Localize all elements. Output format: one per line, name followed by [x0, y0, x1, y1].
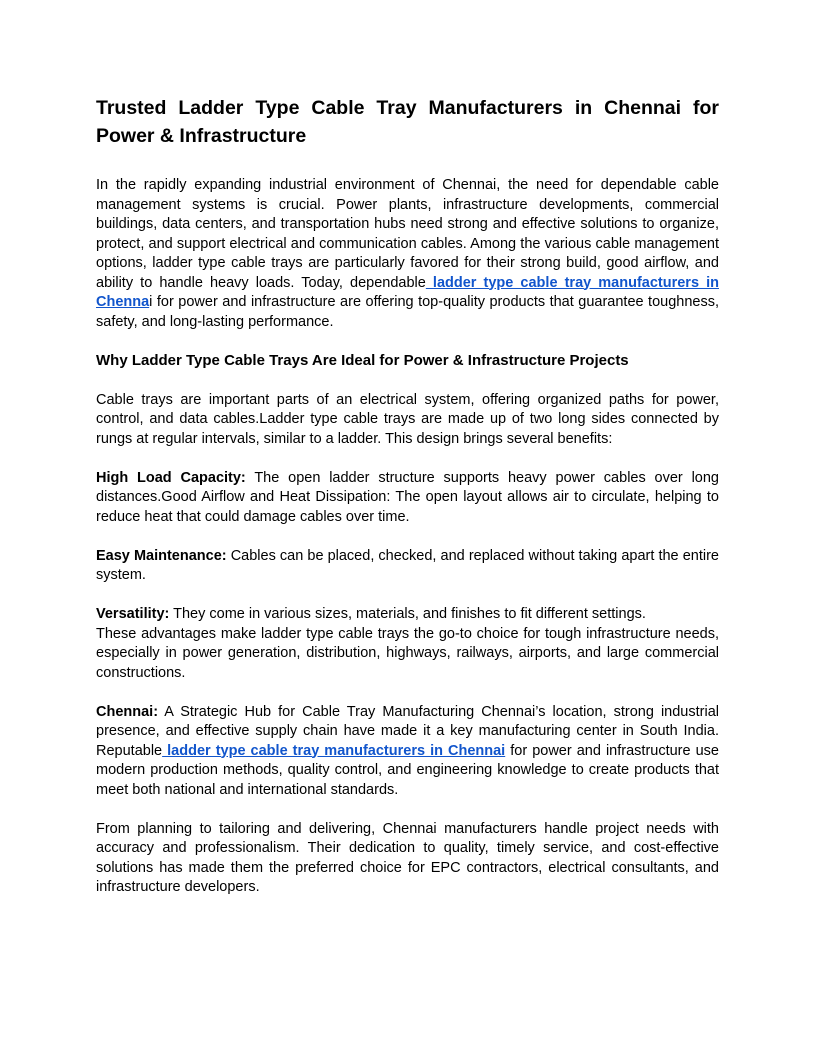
- section-intro-paragraph: Cable trays are important parts of an electrical system, offering organized paths for power, control, and data cables.Ladder type cable trays are made up of two long sides connected by rungs at regular intervals, similar to a ladder. This design brings several benefits:: [96, 391, 719, 447]
- benefit-maintenance-label: Easy Maintenance:: [96, 547, 227, 564]
- page-title: Trusted Ladder Type Cable Tray Manufacturers in Chennai for Power & Infrastructure: [96, 97, 719, 147]
- intro-paragraph: [96, 176, 719, 332]
- benefit-load-paragraph: [96, 469, 719, 528]
- chennai-text: A Strategic Hub for Cable Tray Manufacturing Chennai’s location, strong industrial presence, and effective supply chain have made it a key manufacturing center in South India. Reputable: [96, 703, 719, 759]
- advantages-paragraph: These advantages make ladder type cable trays the go-to choice for tough infrastructure needs, especially in power generation, distribution, highways, railways, airports, and large commercial constructions.: [96, 625, 719, 681]
- section-heading: Why Ladder Type Cable Trays Are Ideal for Power & Infrastructure Projects: [96, 352, 629, 369]
- chennai-manufacturers-link[interactable]: ladder type cable tray manufacturers in Chennai: [162, 742, 506, 759]
- intro-text-end: i for power and infrastructure are offering top-quality products that guarantee toughness, safety, and long-lasting performance.: [96, 294, 719, 330]
- benefit-maintenance-paragraph: [96, 547, 719, 586]
- chennai-text-end: for power and infrastructure use modern production methods, quality control, and engineering knowledge to create products that meet both national and international standards.: [96, 742, 719, 798]
- benefit-versatility-text: They come in various sizes, materials, and finishes to fit different settings.: [169, 606, 646, 622]
- document-page: [96, 94, 719, 898]
- benefit-versatility-label: Versatility:: [96, 606, 170, 622]
- closing-paragraph: From planning to tailoring and delivering, Chennai manufacturers handle project needs with accuracy and professionalism. Their dedication to quality, timely service, and cost-effective solutions has made them the preferred choice for EPC contractors, electrical consultants, and infrastructure developers.: [96, 820, 719, 895]
- intro-text: In the rapidly expanding industrial environment of Chennai, the need for dependable cable management systems is crucial. Power plants, infrastructure developments, commercial buildings, data centers, and transportation hubs need strong and effective solutions to organize, protect, and support electrical and communication cables. Among the various cable management options, ladder type cable trays are particularly favored for their strong build, good airflow, and ability to handle heavy loads. Today, dependable: [96, 177, 719, 291]
- chennai-label: Chennai:: [96, 703, 159, 720]
- benefit-load-text: The open ladder structure supports heavy power cables over long distances.Good Airflow and Heat Dissipation: The open layout allows air to circulate, helping to reduce heat that could damage cables over time.: [96, 469, 719, 525]
- chennai-paragraph: [96, 703, 719, 801]
- benefit-load-label: High Load Capacity:: [96, 469, 246, 486]
- benefit-maintenance-text: Cables can be placed, checked, and replaced without taking apart the entire system.: [96, 547, 719, 583]
- ladder-tray-manufacturers-link[interactable]: ladder type cable tray manufacturers in Chenna: [96, 274, 719, 310]
- benefit-versatility-paragraph: [96, 605, 719, 625]
